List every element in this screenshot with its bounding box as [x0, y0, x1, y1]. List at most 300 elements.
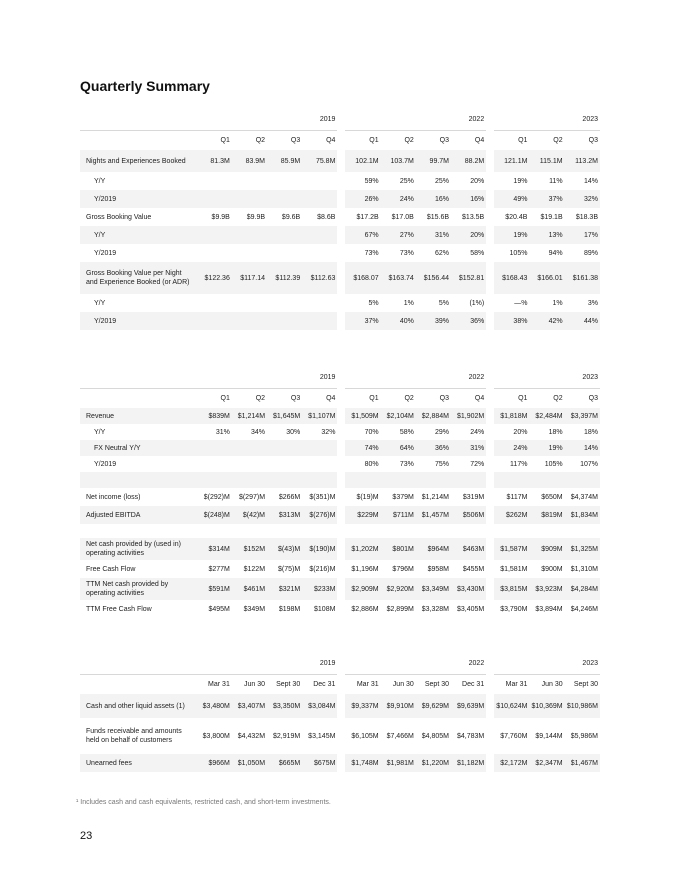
value-cell: 29%	[435, 428, 450, 436]
table-row	[80, 172, 600, 190]
value-cell	[381, 472, 416, 488]
value-cell: $1,581M	[500, 565, 528, 573]
column-gap	[486, 424, 494, 440]
value-cell: 24%	[381, 190, 416, 208]
value-cell	[302, 190, 337, 208]
header-spacer	[80, 110, 197, 130]
table-row	[80, 208, 600, 226]
period-header: Q1	[220, 394, 230, 402]
value-cell: $117M	[506, 493, 528, 501]
period-header: Q2	[255, 136, 266, 144]
year-header: 2023	[494, 368, 600, 388]
value-cell	[302, 440, 337, 456]
period-header: Q4	[474, 136, 485, 144]
page-number: 23	[80, 830, 93, 842]
column-gap	[486, 368, 494, 388]
value-cell: 75.8M	[302, 150, 337, 172]
value-cell: $8.6B	[317, 213, 336, 221]
value-cell	[416, 524, 451, 538]
period-header: Q4	[474, 394, 485, 402]
value-cell: 115.1M	[529, 150, 564, 172]
column-gap	[337, 130, 345, 150]
row-label: FX Neutral Y/Y	[80, 440, 197, 456]
period-header: Q1	[518, 394, 528, 402]
value-cell: $675M	[302, 754, 337, 772]
value-cell: $1,214M	[232, 408, 267, 424]
column-gap	[337, 208, 345, 226]
row-label: Y/Y	[94, 177, 106, 185]
value-cell: $3,407M	[232, 694, 267, 718]
value-cell: $1,748M	[345, 754, 380, 772]
period-header: Jun 30	[541, 680, 563, 688]
row-label: Adjusted EBITDA	[80, 506, 197, 524]
column-gap	[337, 294, 345, 312]
column-gap	[337, 694, 345, 718]
value-cell: $379M	[392, 493, 414, 501]
value-cell: 72%	[470, 460, 485, 468]
table-row	[80, 694, 600, 718]
column-gap	[486, 440, 494, 456]
value-cell: 31%	[215, 428, 230, 436]
value-cell: 30%	[286, 428, 301, 436]
header-spacer	[80, 674, 197, 694]
value-cell: $966M	[197, 754, 232, 772]
value-cell	[416, 472, 451, 488]
value-cell: 70%	[364, 428, 379, 436]
header-spacer	[80, 654, 197, 674]
value-cell: $9,639M	[451, 694, 486, 718]
value-cell: $166.01	[529, 262, 564, 294]
column-gap	[486, 694, 494, 718]
value-cell	[267, 456, 302, 472]
row-label: Y/2019	[94, 460, 117, 468]
column-gap	[337, 312, 345, 330]
column-gap	[486, 226, 494, 244]
value-cell: $112.39	[267, 262, 302, 294]
value-cell: 58%	[470, 249, 485, 257]
column-gap	[486, 600, 494, 618]
value-cell: $9,910M	[381, 694, 416, 718]
value-cell: $2,920M	[381, 578, 416, 600]
table-row	[80, 226, 600, 244]
column-gap	[486, 538, 494, 560]
column-gap	[337, 424, 345, 440]
value-cell: $10,369M	[529, 694, 564, 718]
value-cell: $819M	[529, 506, 564, 524]
value-cell: 62%	[435, 249, 450, 257]
value-cell	[197, 312, 232, 330]
column-gap	[337, 190, 345, 208]
value-cell: $3,815M	[494, 578, 529, 600]
column-gap	[486, 674, 494, 694]
row-label	[80, 524, 197, 538]
value-cell	[232, 440, 267, 456]
value-cell: $1,220M	[416, 754, 451, 772]
value-cell: $3,923M	[529, 578, 564, 600]
value-cell: $4,374M	[570, 493, 598, 501]
value-cell: $1,902M	[451, 408, 486, 424]
value-cell: $13.5B	[462, 213, 485, 221]
year-header: 2022	[345, 654, 486, 674]
value-cell: 37%	[529, 190, 564, 208]
value-cell: $650M	[541, 493, 563, 501]
value-cell: 14%	[583, 177, 598, 185]
value-cell: $463M	[451, 538, 486, 560]
value-cell: $1,214M	[421, 493, 450, 501]
period-header: Q1	[369, 394, 379, 402]
value-cell: $9,144M	[535, 732, 563, 740]
row-label: Gross Booking Value per Night and Experience Booked (or ADR)	[80, 262, 197, 294]
value-cell: 39%	[416, 312, 451, 330]
value-cell	[494, 524, 529, 538]
row-label: Cash and other liquid assets (1)	[80, 694, 197, 718]
row-label: TTM Net cash provided by operating activities	[80, 578, 197, 600]
value-cell: 103.7M	[381, 150, 416, 172]
value-cell: 85.9M	[267, 150, 302, 172]
value-cell: 11%	[549, 177, 563, 185]
value-cell: $17.0B	[391, 213, 414, 221]
table-row	[80, 190, 600, 208]
period-header: Q1	[220, 136, 230, 144]
value-cell	[232, 244, 267, 262]
value-cell: 67%	[345, 226, 380, 244]
value-cell: 64%	[381, 440, 416, 456]
value-cell: $801M	[381, 538, 416, 560]
value-cell: $(351)M	[309, 493, 336, 501]
value-cell	[565, 524, 600, 538]
table-row	[80, 294, 600, 312]
value-cell: $1,467M	[565, 754, 600, 772]
table-row	[80, 506, 600, 524]
value-cell: $122.36	[197, 262, 232, 294]
value-cell	[197, 172, 232, 190]
value-cell: $156.44	[416, 262, 451, 294]
value-cell: $7,466M	[386, 732, 414, 740]
header-spacer	[80, 130, 197, 150]
value-cell: $266M	[278, 493, 301, 501]
value-cell: 19%	[494, 226, 529, 244]
value-cell	[302, 312, 337, 330]
value-cell: $319M	[462, 493, 485, 501]
value-cell: $2,484M	[529, 408, 564, 424]
value-cell: $2,886M	[351, 605, 379, 613]
column-gap	[337, 488, 345, 506]
column-gap	[486, 578, 494, 600]
value-cell: 24%	[494, 440, 529, 456]
value-cell: 36%	[451, 312, 486, 330]
value-cell: $7,760M	[500, 732, 528, 740]
period-header: Sept 30	[276, 680, 301, 688]
value-cell: 89%	[583, 249, 598, 257]
value-cell	[565, 472, 600, 488]
value-cell: 18%	[548, 428, 563, 436]
value-cell: $1,325M	[565, 538, 600, 560]
value-cell: 18%	[583, 428, 598, 436]
value-cell: 25%	[399, 177, 414, 185]
table-row	[80, 578, 600, 600]
year-header: 2019	[197, 368, 338, 388]
value-cell: 38%	[494, 312, 529, 330]
value-cell: $964M	[416, 538, 451, 560]
value-cell	[267, 440, 302, 456]
value-cell: $5,986M	[570, 732, 598, 740]
value-cell: $277M	[208, 565, 230, 573]
value-cell: $1,107M	[302, 408, 337, 424]
period-header: Q2	[255, 394, 266, 402]
value-cell: 19%	[529, 440, 564, 456]
value-cell: $3,800M	[202, 732, 230, 740]
value-cell: $3,430M	[451, 578, 486, 600]
value-cell: $(248)M	[197, 506, 232, 524]
period-header: Q2	[404, 136, 414, 144]
table-row	[80, 600, 600, 618]
period-header: Q4	[326, 136, 336, 144]
value-cell: $233M	[302, 578, 337, 600]
value-cell: $168.07	[345, 262, 380, 294]
value-cell: $1,182M	[451, 754, 486, 772]
value-cell: 16%	[451, 190, 486, 208]
column-gap	[486, 488, 494, 506]
value-cell: $900M	[541, 565, 563, 573]
value-cell: 99.7M	[416, 150, 451, 172]
column-gap	[337, 578, 345, 600]
table-row	[80, 718, 600, 754]
value-cell: $(75)M	[278, 565, 301, 573]
period-header: Dec 31	[313, 680, 336, 688]
column-gap	[337, 226, 345, 244]
value-cell	[302, 294, 337, 312]
column-gap	[486, 388, 494, 408]
value-cell: $(292)M	[203, 493, 230, 501]
period-header: Q4	[326, 394, 336, 402]
column-gap	[337, 456, 345, 472]
table-row	[80, 312, 600, 330]
value-cell: 94%	[548, 249, 563, 257]
column-gap	[486, 262, 494, 294]
year-header: 2019	[197, 654, 338, 674]
row-label: Revenue	[80, 408, 197, 424]
value-cell: $1,310M	[570, 565, 598, 573]
value-cell: (1%)	[469, 299, 485, 307]
period-header: Mar 31	[505, 680, 528, 688]
value-cell	[529, 524, 564, 538]
value-cell	[302, 226, 337, 244]
value-cell	[232, 190, 267, 208]
value-cell: $349M	[243, 605, 266, 613]
value-cell: 1%	[552, 299, 563, 307]
value-cell: $1,509M	[345, 408, 380, 424]
value-cell: $1,834M	[565, 506, 600, 524]
value-cell	[302, 456, 337, 472]
table-row	[80, 560, 600, 578]
table-row	[80, 262, 600, 294]
value-cell	[267, 226, 302, 244]
value-cell: 24%	[470, 428, 485, 436]
value-cell: —%	[514, 299, 528, 307]
period-header: Q3	[290, 394, 301, 402]
row-label: Y/Y	[94, 299, 106, 307]
period-header: Q3	[588, 136, 598, 144]
value-cell: 73%	[364, 249, 379, 257]
column-gap	[486, 524, 494, 538]
value-cell	[197, 294, 232, 312]
value-cell: $9,629M	[416, 694, 451, 718]
year-header: 2022	[345, 110, 486, 130]
value-cell: $495M	[208, 605, 230, 613]
column-gap	[486, 208, 494, 226]
value-cell	[267, 472, 302, 488]
value-cell: $163.74	[381, 262, 416, 294]
row-label: Net cash provided by (used in) operating activities	[80, 538, 197, 560]
column-gap	[486, 472, 494, 488]
value-cell: 59%	[364, 177, 379, 185]
value-cell: $3,405M	[456, 605, 485, 613]
value-cell	[267, 190, 302, 208]
value-cell: $(42)M	[232, 506, 267, 524]
value-cell	[267, 172, 302, 190]
value-cell	[197, 524, 232, 538]
value-cell: $117.14	[232, 262, 267, 294]
value-cell: 37%	[345, 312, 380, 330]
value-cell: 20%	[470, 177, 485, 185]
period-header: Sept 30	[573, 680, 598, 688]
column-gap	[486, 408, 494, 424]
value-cell: $2,919M	[272, 732, 301, 740]
value-cell: $2,172M	[494, 754, 529, 772]
period-header: Jun 30	[392, 680, 414, 688]
value-cell: $2,909M	[345, 578, 380, 600]
column-gap	[337, 600, 345, 618]
period-header: Q3	[290, 136, 301, 144]
value-cell: $112.63	[302, 262, 337, 294]
column-gap	[337, 262, 345, 294]
value-cell	[197, 472, 232, 488]
value-cell: $152M	[232, 538, 267, 560]
value-cell: 14%	[565, 440, 600, 456]
row-label: Unearned fees	[80, 754, 197, 772]
value-cell: 31%	[451, 440, 486, 456]
value-cell: $2,899M	[386, 605, 414, 613]
value-cell: $4,432M	[237, 732, 266, 740]
table-row	[80, 488, 600, 506]
value-cell	[267, 524, 302, 538]
column-gap	[337, 472, 345, 488]
value-cell: 58%	[399, 428, 414, 436]
value-cell: $108M	[314, 605, 336, 613]
row-label: TTM Free Cash Flow	[86, 605, 152, 613]
table-row	[80, 244, 600, 262]
value-cell: $(216)M	[309, 565, 336, 573]
value-cell: 113.2M	[565, 150, 600, 172]
table-row	[80, 472, 600, 488]
value-cell: $(276)M	[302, 506, 337, 524]
period-header: Q3	[439, 136, 450, 144]
value-cell: 81.3M	[197, 150, 232, 172]
value-cell: 102.1M	[345, 150, 380, 172]
value-cell: 105%	[544, 460, 563, 468]
header-spacer	[80, 388, 197, 408]
value-cell: $4,284M	[565, 578, 600, 600]
column-gap	[337, 538, 345, 560]
value-cell: $1,587M	[494, 538, 529, 560]
value-cell: 1%	[403, 299, 414, 307]
value-cell: $152.81	[451, 262, 486, 294]
value-cell: $262M	[494, 506, 529, 524]
row-label: Funds receivable and amounts held on behalf of customers	[86, 728, 182, 744]
value-cell	[529, 472, 564, 488]
value-cell: $4,783M	[456, 732, 485, 740]
value-cell: $321M	[267, 578, 302, 600]
value-cell: $(297)M	[238, 493, 266, 501]
value-cell	[302, 172, 337, 190]
value-cell: $10,986M	[565, 694, 600, 718]
value-cell: $(19)M	[356, 493, 379, 501]
period-header: Mar 31	[208, 680, 230, 688]
value-cell: 74%	[345, 440, 380, 456]
column-gap	[337, 754, 345, 772]
column-gap	[337, 506, 345, 524]
value-cell: 105%	[509, 249, 528, 257]
column-gap	[486, 110, 494, 130]
value-cell	[197, 244, 232, 262]
column-gap	[486, 456, 494, 472]
value-cell: $9.9B	[246, 213, 266, 221]
value-cell	[232, 472, 267, 488]
value-cell	[232, 312, 267, 330]
value-cell: 31%	[416, 226, 451, 244]
table-row	[80, 754, 600, 772]
value-cell	[381, 524, 416, 538]
row-label: Y/Y	[94, 428, 106, 436]
column-gap	[337, 150, 345, 172]
value-cell: $958M	[427, 565, 450, 573]
value-cell: 5%	[368, 299, 379, 307]
value-cell: 25%	[435, 177, 450, 185]
value-cell: $506M	[451, 506, 486, 524]
year-header: 2023	[494, 110, 600, 130]
table-row	[80, 524, 600, 538]
value-cell: $455M	[462, 565, 485, 573]
value-cell: 16%	[416, 190, 451, 208]
value-cell: 75%	[435, 460, 450, 468]
value-cell: 3%	[587, 299, 598, 307]
value-cell: 5%	[438, 299, 450, 307]
value-cell: $3,894M	[535, 605, 563, 613]
page-title: Quarterly Summary	[80, 78, 210, 94]
period-header: Jun 30	[244, 680, 266, 688]
financial-results-table	[80, 368, 600, 618]
value-cell	[302, 244, 337, 262]
column-gap	[486, 506, 494, 524]
value-cell: $(190)M	[302, 538, 337, 560]
value-cell: 20%	[451, 226, 486, 244]
value-cell: 17%	[565, 226, 600, 244]
column-gap	[486, 294, 494, 312]
year-header: 2023	[494, 654, 600, 674]
value-cell: $711M	[381, 506, 416, 524]
period-header: Dec 31	[462, 680, 485, 688]
row-label: Free Cash Flow	[86, 565, 136, 573]
value-cell: $1,050M	[232, 754, 267, 772]
value-cell: $591M	[197, 578, 232, 600]
value-cell: $3,145M	[308, 732, 336, 740]
column-gap	[486, 754, 494, 772]
column-gap	[486, 312, 494, 330]
value-cell: $2,104M	[381, 408, 416, 424]
value-cell	[345, 472, 380, 488]
column-gap	[486, 190, 494, 208]
value-cell	[197, 226, 232, 244]
